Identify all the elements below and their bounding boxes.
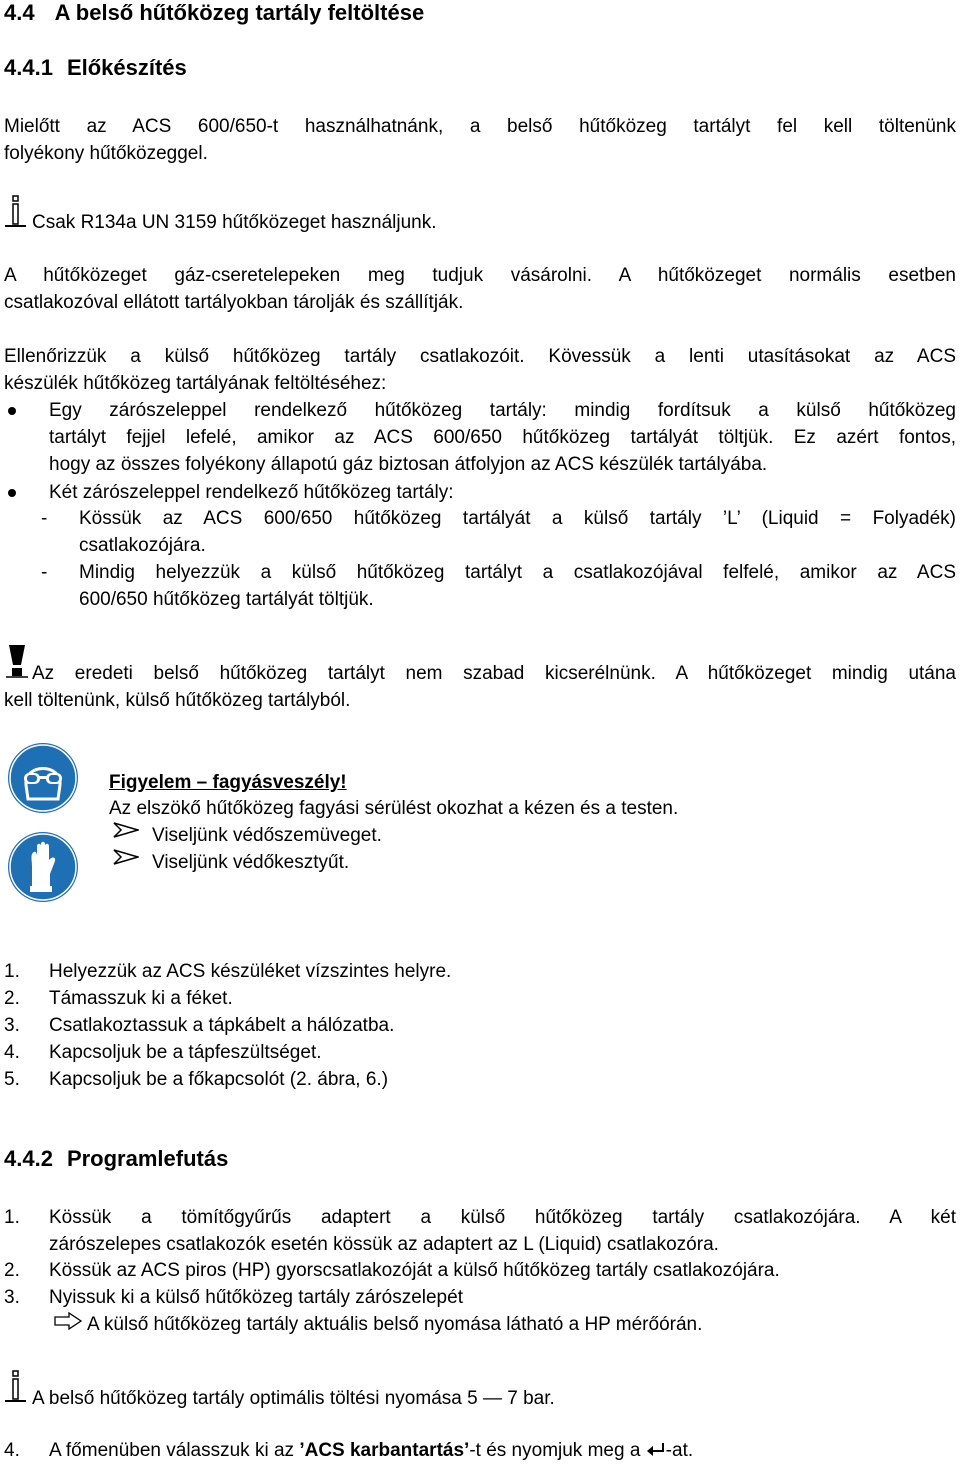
dash-mark: - [41, 508, 48, 529]
warning-line-1: Az eredeti belső hűtőközeg tartályt nem szabad kicserélnünk. A hűtőközeget mindig utána [32, 663, 956, 684]
subsection-heading [4, 55, 187, 81]
para-check-line-1: Ellenőrizzük a külső hűtőközeg tartály csatlakozóit. Kövessük a lenti utasításokat az ACS [4, 346, 956, 367]
step-text: Helyezzük az ACS készüléket vízszintes helyre. [49, 961, 452, 982]
result-hp-gauge: A külső hűtőközeg tartály aktuális belső nyomása látható a HP mérőórán. [87, 1314, 703, 1335]
step-main-menu [49, 1437, 693, 1464]
step-number: 4. [4, 1042, 20, 1063]
warning-line-2: kell töltenünk, külső hűtőközeg tartályból. [4, 690, 351, 711]
dash-item-1-line-1: Kössük az ACS 600/650 hűtőközeg tartályát a külső tartály ’L’ (Liquid = Folyadék) [79, 508, 956, 529]
step-text: Csatlakoztassuk a tápkábelt a hálózatba. [49, 1015, 395, 1036]
section-number: 4.4 [4, 0, 35, 25]
arrowhead-icon [113, 822, 139, 838]
subsection-title: Előkészítés [66, 55, 187, 80]
step-text: Kapcsoljuk be a tápfeszültséget. [49, 1042, 322, 1063]
step-main-menu-post: -at. [665, 1440, 694, 1461]
dash-mark: - [41, 562, 48, 583]
dash-item-1-line-2: csatlakozójára. [79, 535, 206, 556]
step-number: 2. [4, 1260, 20, 1281]
para-purchase-line-2: csatlakozóval ellátott tartályokban tárolják és szállítják. [4, 292, 464, 313]
step-number: 3. [4, 1287, 20, 1308]
bullet-two-valves: Két zárószeleppel rendelkező hűtőközeg tartály: [49, 482, 454, 503]
note-optimal-pressure: A belső hűtőközeg tartály optimális töltési nyomása 5 — 7 bar. [32, 1388, 555, 1409]
step-number: 1. [4, 961, 20, 982]
dash-item-2-line-1: Mindig helyezzük a külső hűtőközeg tartályt a csatlakozójával felfelé, amikor az ACS [79, 562, 956, 583]
safety-gloves-icon [6, 830, 80, 904]
enter-key-icon [646, 1441, 666, 1457]
step-number: 5. [4, 1069, 20, 1090]
step-number: 3. [4, 1015, 20, 1036]
caution-item-goggles: Viseljünk védőszemüveget. [152, 825, 382, 846]
section-heading [4, 0, 424, 26]
para-check-line-2: készülék hűtőközeg tartályának feltöltéséhez: [4, 373, 387, 394]
bullet-one-valve-line-2: tartályt fejjel lefelé, amikor az ACS 600/650 hűtőközeg tartályát töltjük. Ez azért fontos, [49, 427, 956, 448]
intro-line-1: Mielőtt az ACS 600/650-t használhatnánk, a belső hűtőközeg tartályt fel kell töltenünk [4, 116, 956, 137]
para-purchase-line-1: A hűtőközeget gáz-cseretelepeken meg tudjuk vásárolni. A hűtőközeget normális esetben [4, 265, 956, 286]
bullet-dot [8, 407, 16, 415]
caution-item-gloves: Viseljünk védőkesztyűt. [152, 852, 350, 873]
info-icon [4, 195, 28, 229]
step-main-menu-mid: -t és nyomjuk meg a [469, 1440, 646, 1461]
note-refrigerant-type: Csak R134a UN 3159 hűtőközeget használjunk. [32, 212, 437, 233]
bullet-one-valve-line-1: Egy zárószeleppel rendelkező hűtőközeg tartály: mindig fordítsuk a külső hűtőközeg [49, 400, 956, 421]
step-text: Támasszuk ki a féket. [49, 988, 233, 1009]
step-number: 2. [4, 988, 20, 1009]
caution-text: Az elszökő hűtőközeg fagyási sérülést okozhat a kézen és a testen. [109, 798, 679, 819]
subsection-heading [4, 1146, 228, 1172]
subsection-number: 4.4.1 [4, 55, 53, 80]
result-arrow-icon [54, 1312, 82, 1330]
subsection-number: 4.4.2 [4, 1146, 53, 1171]
step-number: 1. [4, 1207, 20, 1228]
intro-line-2: folyékony hűtőközeggel. [4, 143, 208, 164]
info-icon [4, 1370, 28, 1404]
menu-item-acs-maintenance: ’ACS karbantartás’ [299, 1440, 470, 1461]
warning-exclamation-icon [4, 643, 30, 679]
step-adapter-line-1: Kössük a tömítőgyűrűs adaptert a külső hűtőközeg tartály csatlakozójára. A két [49, 1207, 956, 1228]
step-hp-coupler: Kössük az ACS piros (HP) gyorscsatlakozóját a külső hűtőközeg tartály csatlakozójára. [49, 1260, 780, 1281]
step-text: Kapcsoljuk be a főkapcsolót (2. ábra, 6.) [49, 1069, 389, 1090]
step-number: 4. [4, 1440, 20, 1461]
step-main-menu-pre: A főmenüben válasszuk ki az [49, 1440, 300, 1461]
dash-item-2-line-2: 600/650 hűtőközeg tartályát töltjük. [79, 589, 374, 610]
section-title: A belső hűtőközeg tartály feltöltése [54, 0, 425, 25]
arrowhead-icon [113, 849, 139, 865]
bullet-dot [8, 489, 16, 497]
bullet-one-valve-line-3: hogy az összes folyékony állapotú gáz biztosan átfolyjon az ACS készülék tartályába. [49, 454, 768, 475]
step-adapter-line-2: zárószelepes csatlakozók esetén kössük az adaptert az L (Liquid) csatlakozóra. [49, 1234, 719, 1255]
step-open-valve: Nyissuk ki a külső hűtőközeg tartály zárószelepét [49, 1287, 463, 1308]
safety-goggles-icon [6, 741, 80, 815]
caution-title: Figyelem – fagyásveszély! [109, 772, 347, 793]
subsection-title: Programlefutás [66, 1146, 229, 1171]
